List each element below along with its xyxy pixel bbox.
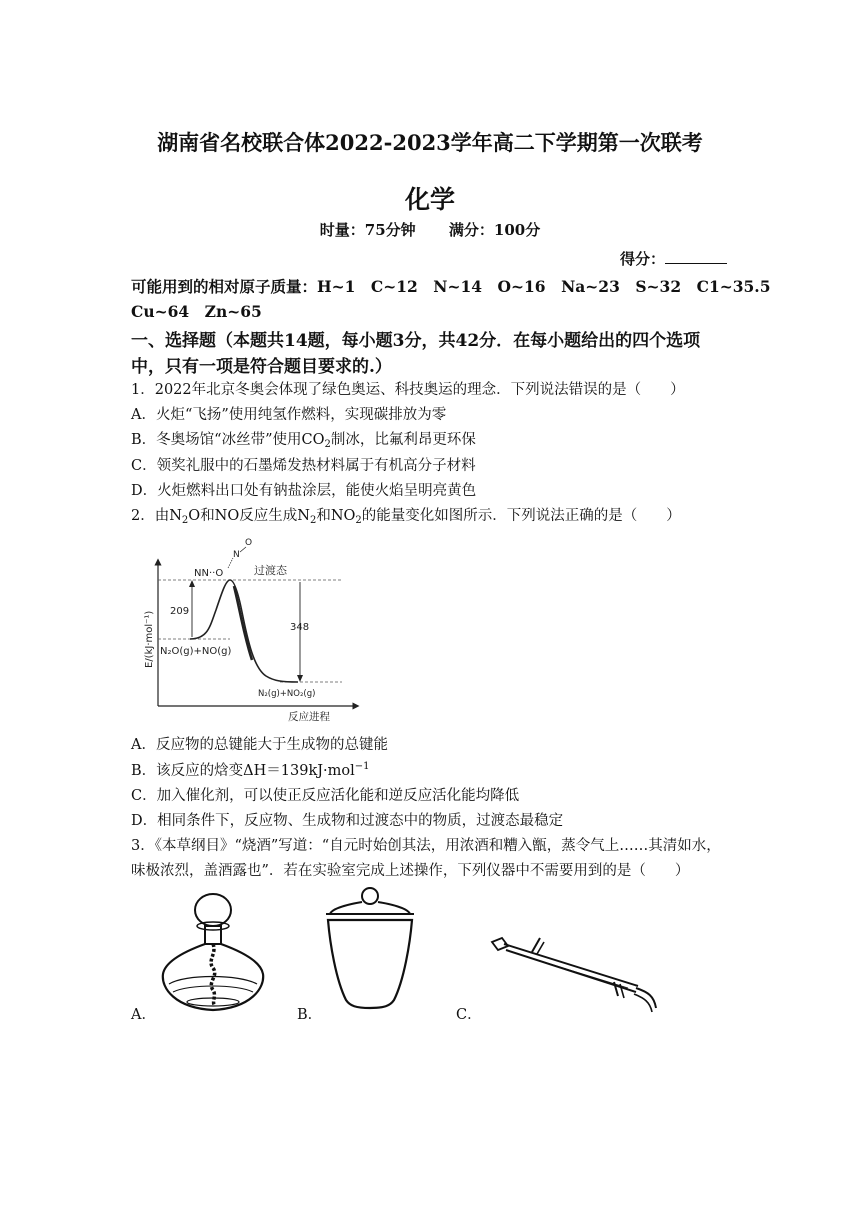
q2-stem xyxy=(131,504,681,526)
section-heading-line-1: 一、选择题（本题共14题，每小题3分，共42分．在每小题给出的四个选项 xyxy=(131,331,701,351)
ts-n-atom: N xyxy=(233,550,240,560)
q3-option-a: A． xyxy=(131,1007,156,1023)
q2-b-value: ΔH＝139kJ·mol xyxy=(243,763,355,779)
evaporating-crucible-icon xyxy=(320,884,420,1016)
x-axis-label: 反应进程 xyxy=(288,711,330,723)
energy-diagram xyxy=(130,530,370,726)
q2-sub: 2 xyxy=(181,515,189,526)
q2-option-c: C．加入催化剂，可以使正反应活化能和逆反应活化能均降低 xyxy=(131,788,520,804)
q2-b-text: B．该反应的焓变 xyxy=(131,763,244,779)
condenser-tube-icon xyxy=(488,932,668,1016)
q2-formula: NO xyxy=(330,508,356,524)
q1-stem: 1．2022年北京冬奥会体现了绿色奥运、科技奥运的理念．下列说法错误的是（ ） xyxy=(131,382,685,398)
q3-option-c: C． xyxy=(456,1007,482,1023)
atomic-masses-line-1: 可能用到的相对原子质量：H~1 C~12 N~14 O~16 Na~23 S~32 C1~35.5 xyxy=(131,277,771,296)
exam-info xyxy=(0,219,860,240)
q1-option-a: A．火炬“飞扬”使用纯氢作燃料，实现碳排放为零 xyxy=(131,407,447,423)
ea-arrow-head xyxy=(189,580,195,587)
y-axis-label: E/(kJ·mol⁻¹) xyxy=(144,610,155,668)
q2-text: 和NO反应生成 xyxy=(200,508,298,524)
alcohol-lamp-icon xyxy=(155,888,275,1022)
ea-value: 209 xyxy=(170,606,190,617)
q1-b-text-end: 制冰，比氟利昂更环保 xyxy=(330,432,476,448)
atomic-masses-line-2: Cu~64 Zn~65 xyxy=(131,302,262,321)
score-blank xyxy=(665,249,727,264)
q2-formula: O xyxy=(188,508,201,524)
total-arrow-head xyxy=(297,675,303,682)
q1-option-d: D．火炬燃料出口处有钠盐涂层，能使火焰呈明亮黄色 xyxy=(131,483,477,499)
reactants-label: N₂O(g)+NO(g) xyxy=(160,646,232,657)
q1-b-subscript: 2 xyxy=(324,439,331,450)
exam-title: 湖南省名校联合体2022-2023学年高二下学期第一次联考 xyxy=(157,130,703,155)
q2-sub: 2 xyxy=(355,515,362,526)
time-limit: 时量：75分钟 xyxy=(319,221,416,239)
q2-option-a: A．反应物的总键能大于生成物的总键能 xyxy=(131,737,388,753)
ts-label: 过渡态 xyxy=(254,564,287,577)
q1-option-b xyxy=(131,428,476,450)
full-score: 满分：100分 xyxy=(448,221,541,239)
products-label: N₂(g)+NO₂(g) xyxy=(258,689,316,699)
q3-stem-line-2: 味极浓烈，盖酒露也”．若在实验室完成上述操作，下列仪器中不需要用到的是（ ） xyxy=(131,863,690,879)
q1-b-formula: CO xyxy=(301,432,325,448)
ts-o-atom: O xyxy=(245,538,253,548)
q2-formula: N xyxy=(169,508,182,524)
q2-formula: N xyxy=(297,508,310,524)
q2-text: 的能量变化如图所示．下列说法正确的是（ ） xyxy=(361,508,681,524)
q2-option-b xyxy=(131,759,370,780)
q3-option-b: B． xyxy=(297,1007,323,1023)
energy-curve-shade xyxy=(234,586,252,660)
q1-option-c: C．领奖礼服中的石墨烯发热材料属于有机高分子材料 xyxy=(131,458,476,474)
q2-text: 2．由 xyxy=(131,508,170,524)
score-field xyxy=(620,248,727,269)
q2-option-d: D．相同条件下，反应物、生成物和过渡态中的物质，过渡态最稳定 xyxy=(131,813,564,829)
q2-text: 和 xyxy=(316,508,331,524)
subject-title: 化学 xyxy=(404,185,455,214)
total-value: 348 xyxy=(290,622,310,633)
section-heading-line-2: 中，只有一项是符合题目要求的.） xyxy=(131,357,392,377)
q2-b-sup: −1 xyxy=(354,761,370,772)
ts-structure: NN··O xyxy=(194,568,224,579)
q3-stem-line-1: 3．《本草纲目》“烧酒”写道：“自元时始创其法，用浓酒和糟入甑，蒸令气上……其清如水， xyxy=(131,838,721,854)
q2-sub: 2 xyxy=(309,515,317,526)
q1-b-text: B．冬奥场馆“冰丝带”使用 xyxy=(131,432,302,448)
score-label: 得分： xyxy=(620,250,666,268)
